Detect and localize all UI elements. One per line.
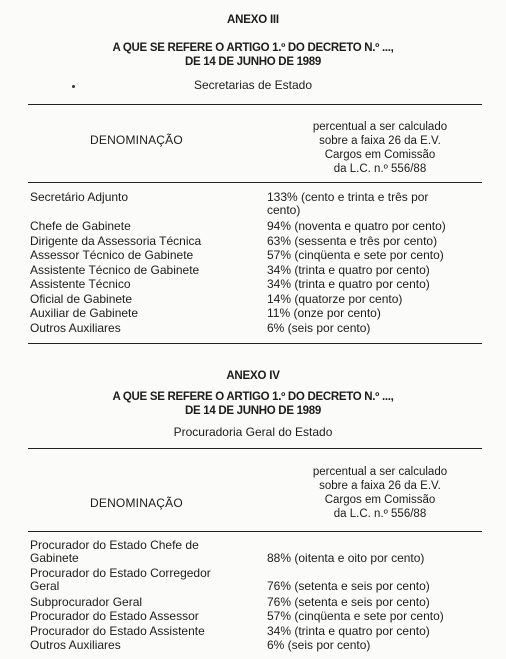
row-denominacao: Procurador do Estado Assistente xyxy=(30,624,205,638)
row-percentual: 94% (noventa e quatro por cento) xyxy=(267,219,446,233)
row-percentual: 6% (seis por cento) xyxy=(267,638,371,652)
annex-iii-title: ANEXO III xyxy=(227,14,279,26)
row-denominacao: Dirigente da Assessoria Técnica xyxy=(30,234,202,248)
row-percentual: 76% (setenta e seis por cento) xyxy=(267,595,430,609)
annex-iv-subtitle-line1: A QUE SE REFERE O ARTIGO 1.º DO DECRETO N.º ..., xyxy=(112,391,394,403)
annex-iii-organization: Secretarias de Estado xyxy=(193,78,313,92)
annex-iii-subtitle-line2: DE 14 DE JUNHO DE 1989 xyxy=(185,56,321,68)
row-denominacao: Secretário Adjunto xyxy=(30,190,129,204)
annex-iv-subtitle-line2: DE 14 DE JUNHO DE 1989 xyxy=(185,405,321,417)
column-header-line: sobre a faixa 26 da E.V. xyxy=(319,480,441,492)
row-percentual: 11% (onze por cento) xyxy=(267,306,381,320)
row-percentual: 57% (cinqüenta e sete por cento) xyxy=(267,248,444,262)
annex-iv-column-denominacao: DENOMINAÇÃO xyxy=(90,496,183,510)
row-percentual: 57% (cinqüenta e sete por cento) xyxy=(267,609,444,623)
row-denominacao: Subprocurador Geral xyxy=(30,595,143,609)
row-percentual: 88% (oitenta e oito por cento) xyxy=(267,551,425,565)
column-header-line: percentual a ser calculado xyxy=(312,466,448,478)
row-denominacao: Oficial de Gabinete xyxy=(30,292,133,306)
annex-iii-column-percentual xyxy=(285,120,475,176)
column-header-line: percentual a ser calculado xyxy=(312,121,448,133)
row-denominacao: Chefe de Gabinete xyxy=(30,219,131,233)
row-percentual: 14% (quatorze por cento) xyxy=(267,292,403,306)
row-percentual: 34% (trinta e quatro por cento) xyxy=(267,277,430,291)
row-denominacao: Procurador do Estado Corregedor Geral xyxy=(30,566,211,593)
row-denominacao: Procurador do Estado Assessor xyxy=(30,609,199,623)
row-percentual: 34% (trinta e quatro por cento) xyxy=(267,624,430,638)
row-percentual: 63% (sessenta e três por cento) xyxy=(267,234,438,248)
row-percentual: 6% (seis por cento) xyxy=(267,321,371,335)
annex-iii-column-denominacao: DENOMINAÇÃO xyxy=(90,133,183,147)
annex-iv-top-rule xyxy=(28,448,482,449)
row-percentual: 76% (setenta e seis por cento) xyxy=(267,579,430,593)
row-denominacao: Outros Auxiliares xyxy=(30,638,121,652)
annex-iv-title: ANEXO IV xyxy=(226,370,280,382)
column-header-line: da L.C. n.º 556/88 xyxy=(333,163,427,175)
row-percentual: 133% (cento e trinta e três por cento) xyxy=(267,190,429,217)
column-header-line: da L.C. n.º 556/88 xyxy=(333,508,427,520)
row-denominacao: Procurador do Estado Chefe de Gabinete xyxy=(30,538,199,565)
annex-iii-bottom-rule xyxy=(28,343,482,344)
annex-iv-organization: Procuradoria Geral do Estado xyxy=(173,425,333,439)
annex-iv-header-rule xyxy=(28,531,482,532)
annex-iv-column-percentual xyxy=(285,465,475,521)
annex-iii-subtitle-line1: A QUE SE REFERE O ARTIGO 1.º DO DECRETO N.º ..., xyxy=(112,42,394,54)
column-header-line: Cargos em Comissão xyxy=(324,149,436,161)
column-header-line: Cargos em Comissão xyxy=(324,494,436,506)
annex-iii-top-rule xyxy=(28,104,482,105)
row-denominacao: Assistente Técnico xyxy=(30,277,131,291)
row-denominacao: Auxiliar de Gabinete xyxy=(30,306,139,320)
column-header-line: sobre a faixa 26 da E.V. xyxy=(319,135,441,147)
row-denominacao: Assistente Técnico de Gabinete xyxy=(30,263,200,277)
row-percentual: 34% (trinta e quatro por cento) xyxy=(267,263,430,277)
row-denominacao: Outros Auxiliares xyxy=(30,321,121,335)
row-denominacao: Assessor Técnico de Gabinete xyxy=(30,248,194,262)
annex-iii-header-rule xyxy=(28,182,482,183)
